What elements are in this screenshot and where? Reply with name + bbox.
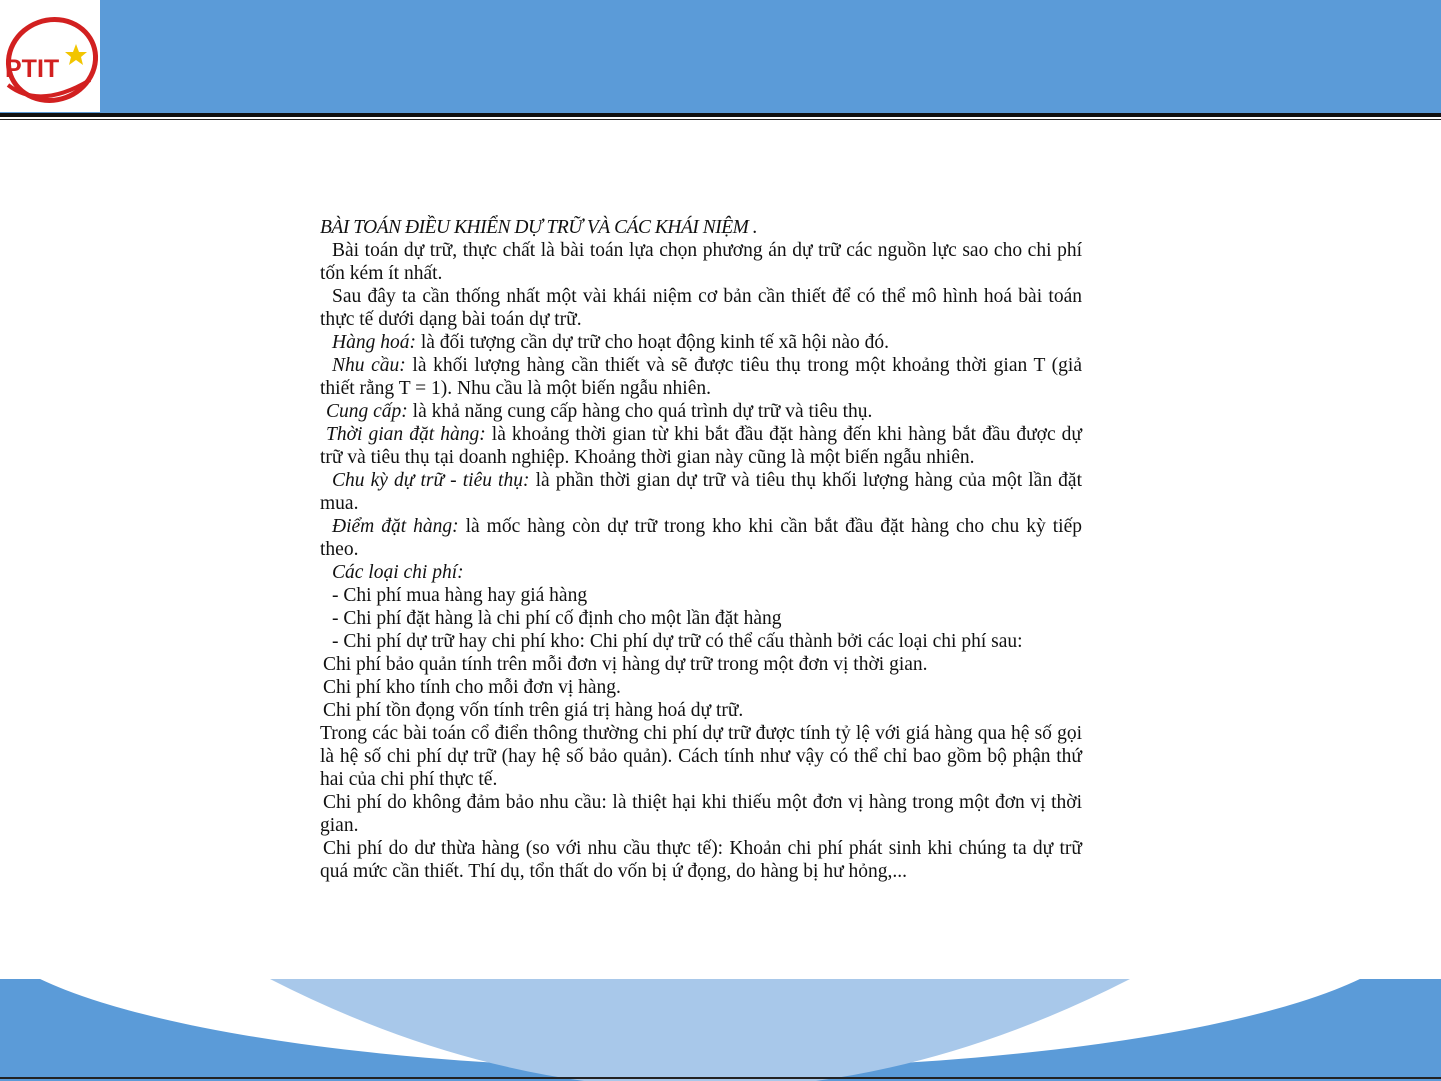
paragraph: Trong các bài toán cổ điển thông thường chi phí dự trữ được tính tỷ lệ với giá hàng qua hệ số gọi là hệ số chi phí dự trữ (hay hệ số bảo quản). Cách tính như vậy có thể chỉ bao gồm bộ phận thứ hai của chi phí thực tế. [320, 723, 1082, 790]
list-item: - Chi phí mua hàng hay giá hàng [332, 585, 588, 606]
footer-bar [0, 979, 1441, 1081]
paragraph: Sau đây ta cần thống nhất một vài khái niệm cơ bản cần thiết để có thể mô hình hoá bài toán thực tế dưới dạng bài toán dự trữ. [320, 286, 1082, 330]
paragraph: Hàng hoá: là đối tượng cần dự trữ cho hoạt động kinh tế xã hội nào đó. [332, 332, 890, 353]
term: Hàng hoá: [332, 332, 416, 353]
paragraph: Chi phí bảo quản tính trên mỗi đơn vị hàng dự trữ trong một đơn vị thời gian. [323, 654, 928, 675]
term: Chu kỳ dự trữ - tiêu thụ: [332, 470, 530, 491]
paragraph: Chi phí do không đảm bảo nhu cầu: là thiệt hại khi thiếu một đơn vị hàng trong một đơn vị thời gian. [320, 792, 1082, 836]
list-item: - Chi phí dự trữ hay chi phí kho: Chi phí dự trữ có thể cấu thành bởi các loại chi phí sau: [332, 631, 1023, 652]
term: Điểm đặt hàng: [332, 516, 459, 537]
paragraph: Cung cấp: là khả năng cung cấp hàng cho quá trình dự trữ và tiêu thụ. [326, 401, 873, 422]
term: Thời gian đặt hàng: [326, 424, 486, 445]
term: Cung cấp: [326, 401, 408, 422]
paragraph: Chi phí kho tính cho mỗi đơn vị hàng. [323, 677, 621, 698]
paragraph [320, 561, 1082, 584]
paragraph: Chu kỳ dự trữ - tiêu thụ: là phần thời gian dự trữ và tiêu thụ khối lượng hàng của một lần đặt mua. [320, 470, 1082, 514]
paragraph: Chi phí tồn đọng vốn tính trên giá trị hàng hoá dự trữ. [323, 700, 744, 721]
header-divider [0, 113, 1441, 117]
svg-text:PTIT: PTIT [5, 55, 60, 83]
paragraph: Thời gian đặt hàng: là khoảng thời gian từ khi bắt đầu đặt hàng đến khi hàng bắt đầu được dự trữ và tiêu thụ tại doanh nghiệp. Khoảng thời gian này cũng là một biến ngẫu nhiên. [320, 424, 1083, 468]
paragraph: Điểm đặt hàng: là mốc hàng còn dự trữ trong kho khi cần bắt đầu đặt hàng cho chu kỳ tiếp theo. [320, 516, 1082, 560]
paragraph: Chi phí do dư thừa hàng (so với nhu cầu thực tế): Khoản chi phí phát sinh khi chúng ta dự trữ quá mức cần thiết. Thí dụ, tổn thất do vốn bị ứ đọng, do hàng bị hư hỏng,... [320, 838, 1082, 882]
section-title: BÀI TOÁN ĐIỀU KHIỂN DỰ TRỮ VÀ CÁC KHÁI NIỆM . [320, 217, 758, 238]
slide-content [320, 216, 1082, 883]
footer-arc [0, 979, 1441, 1081]
footer-divider [0, 1077, 1441, 1079]
ptit-logo [0, 0, 100, 112]
term: Các loại chi phí: [332, 562, 464, 583]
header-divider-thin [0, 119, 1441, 120]
header-bar [0, 0, 1441, 113]
paragraph: Nhu cầu: là khối lượng hàng cần thiết và sẽ được tiêu thụ trong một khoảng thời gian T (giả thiết rằng T = 1). Nhu cầu là một biến ngẫu nhiên. [320, 355, 1083, 399]
ptit-logo-icon [0, 0, 100, 112]
list-item: - Chi phí đặt hàng là chi phí cố định cho một lần đặt hàng [332, 608, 782, 629]
term: Nhu cầu: [332, 355, 406, 376]
paragraph: Bài toán dự trữ, thực chất là bài toán lựa chọn phương án dự trữ các nguồn lực sao cho chi phí tốn kém ít nhất. [320, 240, 1082, 284]
